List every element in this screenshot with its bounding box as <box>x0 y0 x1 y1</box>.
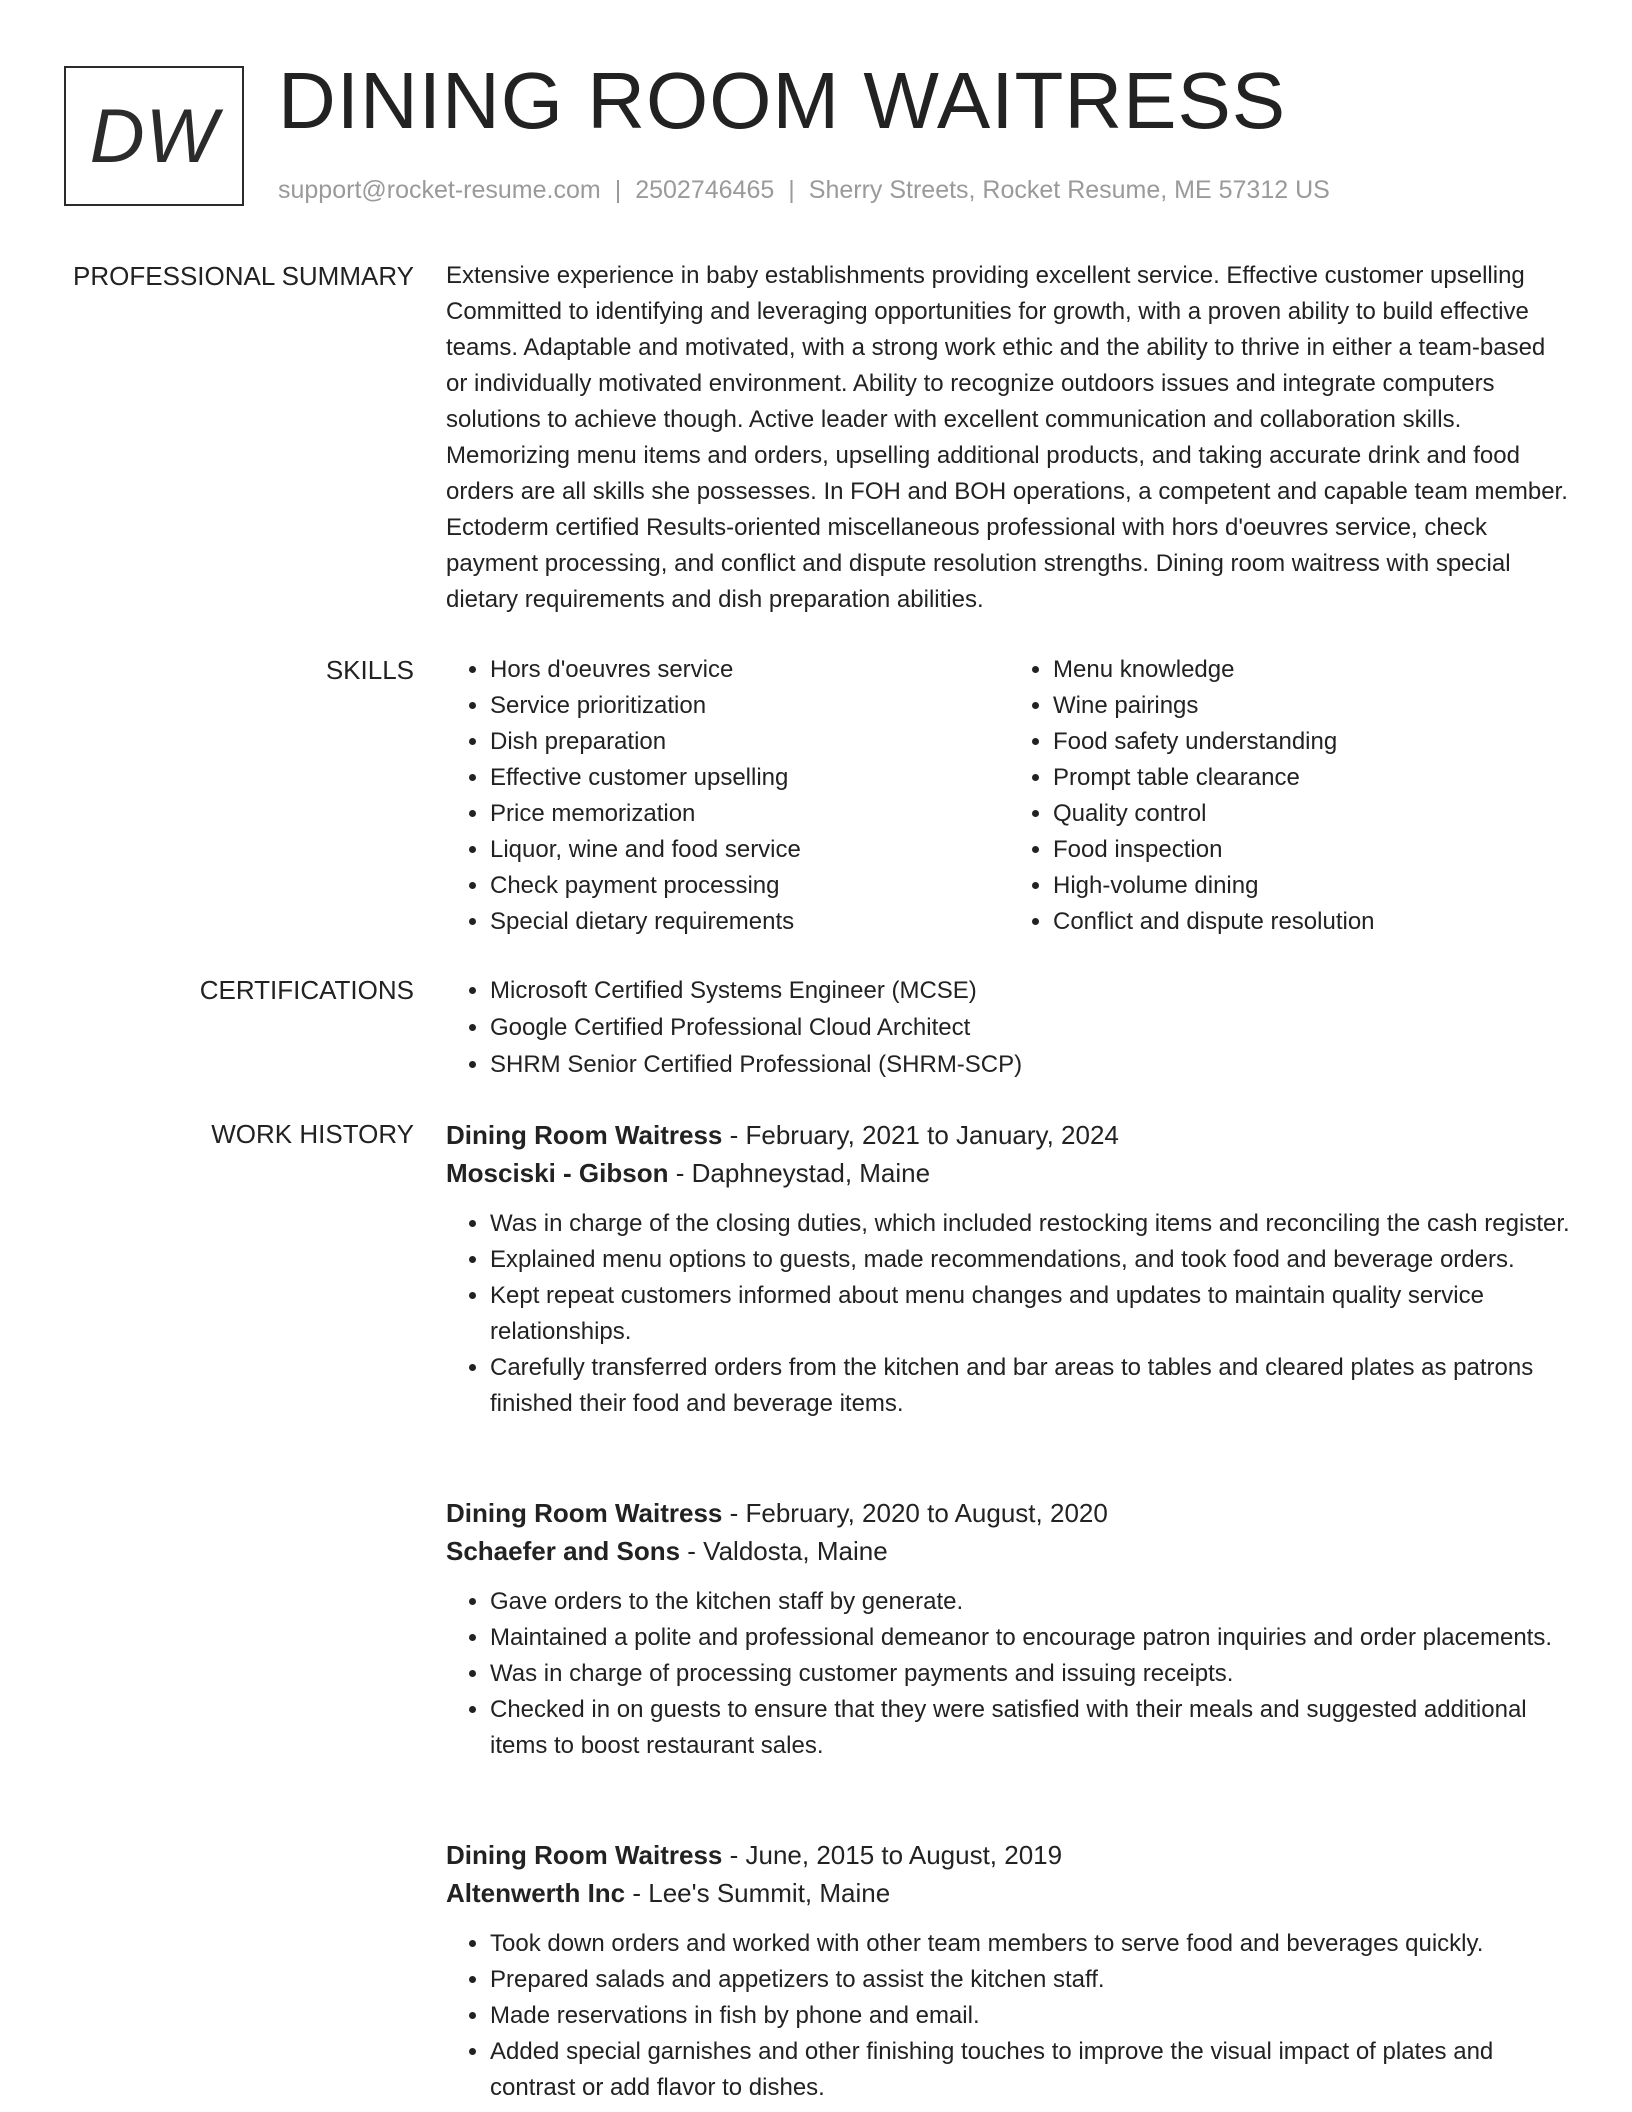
skill-item: • Conflict and dispute resolution <box>1053 904 1572 940</box>
certification-item: • Microsoft Certified Systems Engineer (MCSE) <box>490 972 1572 1009</box>
job-entry <box>446 1836 1572 2106</box>
contact-phone[interactable]: 2502746465 <box>635 176 775 204</box>
job-dates: - June, 2015 to August, 2019 <box>722 1840 1063 1870</box>
section-label-work-history: WORK HISTORY <box>211 1119 414 1149</box>
job-location: - Valdosta, Maine <box>680 1536 888 1566</box>
job-bullet: • Maintained a polite and professional demeanor to encourage patron inquiries and order placements. <box>490 1620 1572 1656</box>
skills-list-right <box>1009 652 1572 940</box>
skill-item: • High-volume dining <box>1053 868 1572 904</box>
job-location: - Daphneystad, Maine <box>668 1158 931 1188</box>
job-bullet: • Added special garnishes and other finishing touches to improve the visual impact of plates and contrast or add flavor to dishes. <box>490 2034 1572 2106</box>
job-company-line <box>446 1532 1572 1570</box>
certifications-content <box>446 972 1572 1083</box>
job-bullets <box>446 1206 1572 1422</box>
job-bullet: • Explained menu options to guests, made recommendations, and took food and beverage orders. <box>490 1242 1572 1278</box>
job-title: Dining Room Waitress <box>446 1120 723 1150</box>
job-company-line <box>446 1154 1572 1192</box>
skill-item: • Dish preparation <box>490 724 1009 760</box>
job-location: - Lee's Summit, Maine <box>625 1878 891 1908</box>
job-title-line <box>446 1494 1572 1532</box>
section-label-certifications: CERTIFICATIONS <box>199 975 414 1005</box>
skill-item: • Liquor, wine and food service <box>490 832 1009 868</box>
skill-item: • Effective customer upselling <box>490 760 1009 796</box>
skills-grid <box>446 652 1572 940</box>
section-label-summary: PROFESSIONAL SUMMARY <box>73 261 414 291</box>
job-bullets <box>446 1584 1572 1764</box>
summary-content <box>446 258 1572 618</box>
certifications-list <box>446 972 1572 1083</box>
skill-item: • Prompt table clearance <box>1053 760 1572 796</box>
job-title: Dining Room Waitress <box>446 1840 723 1870</box>
contact-separator: | <box>788 176 795 204</box>
skill-item: • Menu knowledge <box>1053 652 1572 688</box>
skill-item: • Special dietary requirements <box>490 904 1009 940</box>
job-company: Schaefer and Sons <box>446 1536 681 1566</box>
contact-address: Sherry Streets, Rocket Resume, ME 57312 US <box>808 176 1330 204</box>
job-bullet: • Was in charge of the closing duties, which included restocking items and reconciling the cash register. <box>490 1206 1572 1242</box>
skills-list-left <box>446 652 1009 940</box>
job-title-line <box>446 1116 1572 1154</box>
job-company: Mosciski - Gibson <box>446 1158 669 1188</box>
certification-item: • Google Certified Professional Cloud Architect <box>490 1009 1572 1046</box>
job-bullet: • Took down orders and worked with other team members to serve food and beverages quickly. <box>490 1926 1572 1962</box>
monogram-logo: DW <box>64 66 244 206</box>
job-bullet: • Was in charge of processing customer payments and issuing receipts. <box>490 1656 1572 1692</box>
job-company-line <box>446 1874 1572 1912</box>
job-bullets <box>446 1926 1572 2106</box>
skill-item: • Food inspection <box>1053 832 1572 868</box>
skill-item: • Quality control <box>1053 796 1572 832</box>
job-bullet: • Prepared salads and appetizers to assist the kitchen staff. <box>490 1962 1572 1998</box>
skill-item: • Wine pairings <box>1053 688 1572 724</box>
page-title: DINING ROOM WAITRESS <box>278 56 1287 145</box>
contact-email[interactable]: support@rocket-resume.com <box>278 176 601 204</box>
contact-line <box>278 174 1330 206</box>
job-bullet: • Carefully transferred orders from the kitchen and bar areas to tables and cleared plates as patrons finished their food and beverage items. <box>490 1350 1572 1422</box>
job-bullet: • Kept repeat customers informed about menu changes and updates to maintain quality service relationships. <box>490 1278 1572 1350</box>
skill-item: • Check payment processing <box>490 868 1009 904</box>
job-title: Dining Room Waitress <box>446 1498 723 1528</box>
section-label-skills: SKILLS <box>325 655 414 685</box>
job-title-line <box>446 1836 1572 1874</box>
job-dates: - February, 2020 to August, 2020 <box>722 1498 1108 1528</box>
job-company: Altenwerth Inc <box>446 1878 626 1908</box>
job-entry <box>446 1494 1572 1764</box>
skill-item: • Price memorization <box>490 796 1009 832</box>
contact-separator: | <box>614 176 622 204</box>
job-bullet: • Made reservations in fish by phone and email. <box>490 1998 1572 2034</box>
certification-item: • SHRM Senior Certified Professional (SHRM-SCP) <box>490 1046 1572 1083</box>
job-bullet: • Gave orders to the kitchen staff by generate. <box>490 1584 1572 1620</box>
skill-item: • Food safety understanding <box>1053 724 1572 760</box>
summary-text: Extensive experience in baby establishments providing excellent service. Effective customer upselling Committed to identifying and leveraging opportunities for growth, with a proven ability to build effective teams. Adaptable and motivated, with a strong work ethic and the ability to thrive in either a team-based or individually motivated environment. Ability to recognize outdoors issues and integrate computers solutions to achieve though. Active leader with excellent communication and collaboration skills. Memorizing menu items and orders, upselling additional products, and taking accurate drink and food orders are all skills she possesses. In FOH and BOH operations, a competent and capable team member. Ectoderm certified Results-oriented miscellaneous professional with hors d'oeuvres service, check payment processing, and conflict and dispute resolution strengths. Dining room waitress with special dietary requirements and dish preparation abilities. <box>446 262 1568 613</box>
job-bullet: • Checked in on guests to ensure that they were satisfied with their meals and suggested additional items to boost restaurant sales. <box>490 1692 1572 1764</box>
skill-item: • Hors d'oeuvres service <box>490 652 1009 688</box>
job-entry <box>446 1116 1572 1422</box>
job-dates: - February, 2021 to January, 2024 <box>722 1120 1119 1150</box>
skill-item: • Service prioritization <box>490 688 1009 724</box>
